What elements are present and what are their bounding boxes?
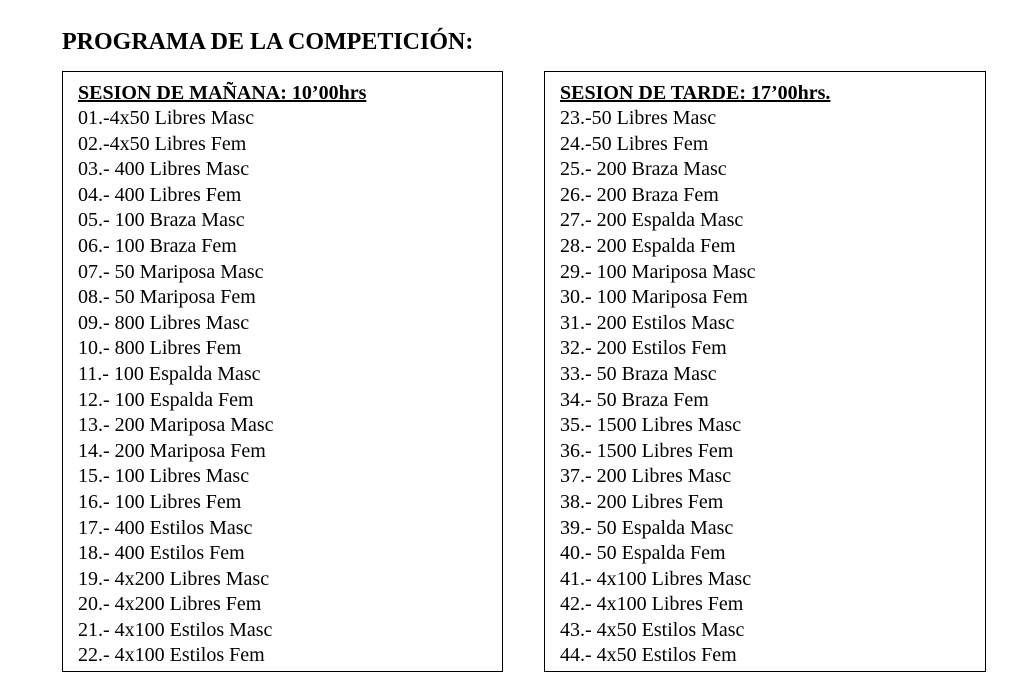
event-item: 23.-50 Libres Masc — [560, 107, 717, 129]
afternoon-event-list — [560, 106, 830, 669]
event-item: 17.- 400 Estilos Masc — [78, 516, 253, 539]
event-item: 08.- 50 Mariposa Fem — [78, 286, 256, 309]
event-item: 24.-50 Libres Fem — [560, 132, 709, 155]
event-item: 06.- 100 Braza Fem — [78, 234, 237, 257]
event-item: 27.- 200 Espalda Masc — [560, 209, 744, 232]
event-item: 33.- 50 Braza Masc — [560, 362, 717, 385]
event-item: 20.- 4x200 Libres Fem — [78, 593, 262, 616]
event-item: 19.- 4x200 Libres Masc — [78, 567, 270, 590]
morning-session-heading: SESION DE MAÑANA: 10’00hrs — [78, 82, 367, 104]
event-item: 37.- 200 Libres Masc — [560, 465, 732, 488]
event-item: 11.- 100 Espalda Masc — [78, 362, 261, 385]
event-item: 15.- 100 Libres Masc — [78, 465, 250, 488]
page-title: PROGRAMA DE LA COMPETICIÓN: — [62, 29, 474, 55]
afternoon-session-box — [544, 71, 986, 672]
afternoon-session-heading: SESION DE TARDE: 17’00hrs. — [560, 82, 831, 104]
event-item: 30.- 100 Mariposa Fem — [560, 286, 748, 309]
event-item: 18.- 400 Estilos Fem — [78, 542, 245, 565]
event-item: 07.- 50 Mariposa Masc — [78, 260, 264, 283]
event-item: 02.-4x50 Libres Fem — [78, 132, 247, 155]
event-item: 38.- 200 Libres Fem — [560, 490, 724, 513]
event-item: 16.- 100 Libres Fem — [78, 490, 242, 513]
event-item: 36.- 1500 Libres Fem — [560, 439, 734, 462]
event-item: 31.- 200 Estilos Masc — [560, 311, 735, 334]
event-item: 10.- 800 Libres Fem — [78, 337, 242, 360]
event-item: 01.-4x50 Libres Masc — [78, 107, 255, 129]
event-item: 44.- 4x50 Estilos Fem — [560, 644, 737, 667]
event-item: 28.- 200 Espalda Fem — [560, 234, 736, 257]
event-item: 22.- 4x100 Estilos Fem — [78, 644, 265, 667]
event-item: 35.- 1500 Libres Masc — [560, 414, 742, 437]
event-item: 42.- 4x100 Libres Fem — [560, 593, 744, 616]
event-item: 26.- 200 Braza Fem — [560, 183, 719, 206]
event-item: 39.- 50 Espalda Masc — [560, 516, 734, 539]
event-item: 34.- 50 Braza Fem — [560, 388, 709, 411]
event-item: 13.- 200 Mariposa Masc — [78, 414, 274, 437]
morning-event-list — [78, 106, 366, 669]
event-item: 32.- 200 Estilos Fem — [560, 337, 727, 360]
event-item: 03.- 400 Libres Masc — [78, 158, 250, 181]
event-item: 09.- 800 Libres Masc — [78, 311, 250, 334]
event-item: 12.- 100 Espalda Fem — [78, 388, 254, 411]
event-item: 21.- 4x100 Estilos Masc — [78, 618, 273, 641]
event-item: 25.- 200 Braza Masc — [560, 158, 727, 181]
event-item: 29.- 100 Mariposa Masc — [560, 260, 756, 283]
morning-session-box — [62, 71, 503, 672]
event-item: 41.- 4x100 Libres Masc — [560, 567, 752, 590]
event-item: 04.- 400 Libres Fem — [78, 183, 242, 206]
event-item: 43.- 4x50 Estilos Masc — [560, 618, 745, 641]
event-item: 14.- 200 Mariposa Fem — [78, 439, 266, 462]
event-item: 05.- 100 Braza Masc — [78, 209, 245, 232]
event-item: 40.- 50 Espalda Fem — [560, 542, 726, 565]
